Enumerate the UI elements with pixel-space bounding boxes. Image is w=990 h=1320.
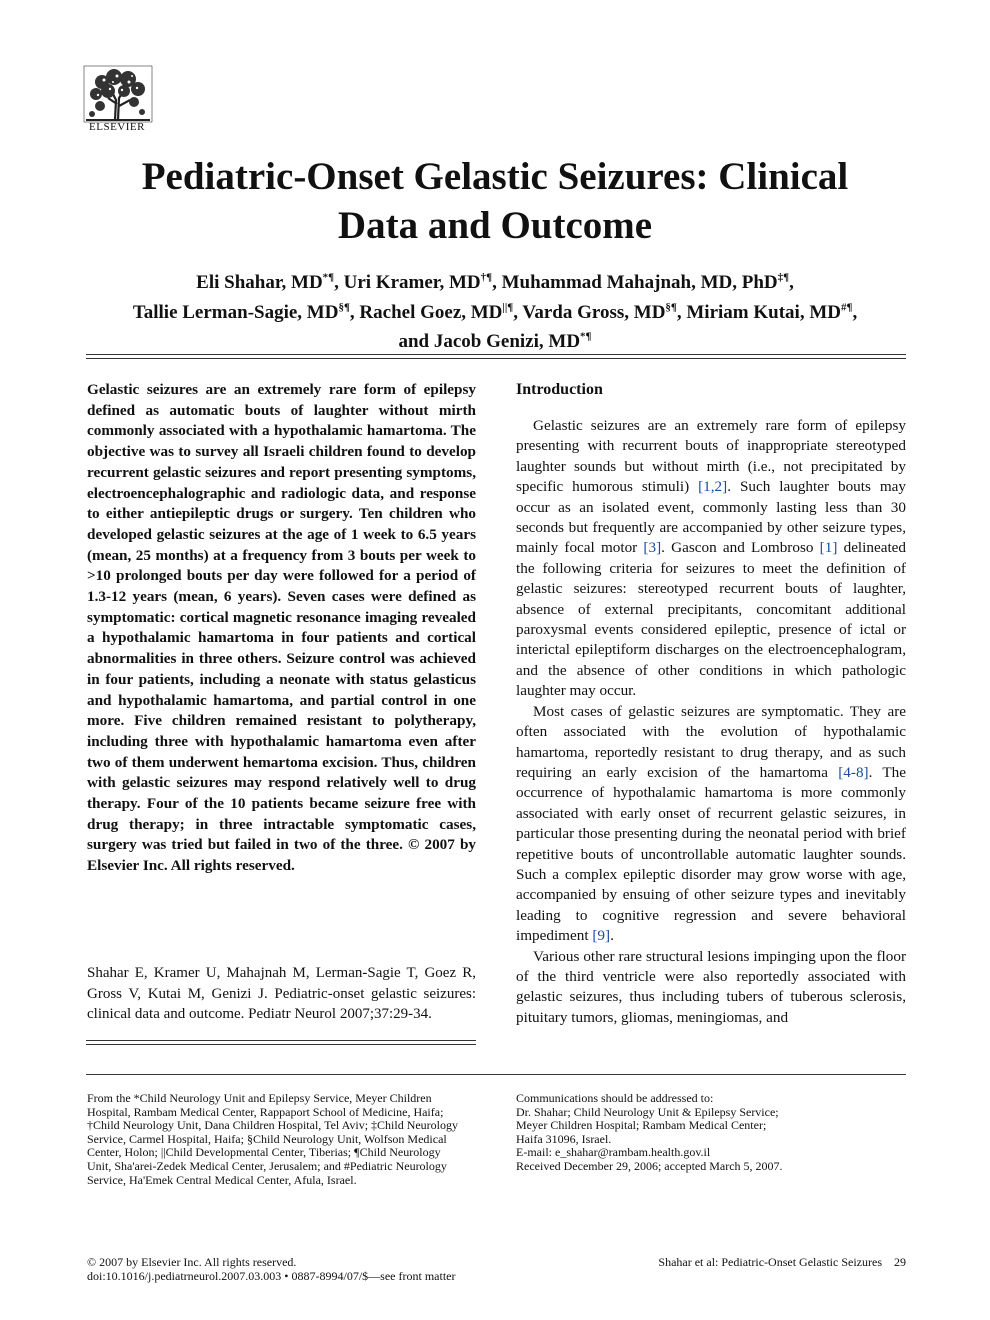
paragraph xyxy=(516,416,906,702)
paragraph-text: Various other rare structural lesions impinging upon the floor of the third ventricle were also reportedly associated with gelastic seizures, thus including tubers of tuberous sclerosis, pituitary tumors, gliomas, meningiomas, and xyxy=(516,947,906,1026)
reference-link[interactable]: [1] xyxy=(819,539,838,557)
paragraph-text: Gelastic seizures are an extremely rare form of epilepsy presenting with recurrent bouts of inappropriate stereotyped laughter sounds but without mirth (i.e., not precipitated by specific humorous stimuli) xyxy=(516,417,906,496)
publisher-logo-text: ELSEVIER xyxy=(89,121,145,133)
paragraph xyxy=(516,702,906,947)
title-line-1: Pediatric-Onset Gelastic Seizures: Clinical xyxy=(141,155,849,198)
abstract-divider xyxy=(86,1040,476,1045)
paragraph-text: . xyxy=(610,927,614,945)
reference-link[interactable]: [9] xyxy=(592,927,611,945)
page-number: 29 xyxy=(894,1255,906,1269)
author: Muhammad Mahajnah, MD, PhD‡¶, xyxy=(501,272,794,294)
author: Varda Gross, MD§¶, xyxy=(522,301,687,323)
paragraph-text: . The occurrence of hypothalamic hamartoma is more commonly associated with early onset of recurrent gelastic seizures, in particular those presenting during the neonatal period with brief repetitive bouts of uncontrollable automatic laughter sounds. Such a complex epileptic disorder may grow worse with age, accompanied by ensuing of other seizure types and inevitably leading to cognitive regression and severe behavioral impediment xyxy=(516,763,906,945)
author: Rachel Goez, MD||¶, xyxy=(359,301,523,323)
footnote-divider xyxy=(86,1074,906,1075)
author: Eli Shahar, MD*¶, xyxy=(196,272,344,294)
citation: Shahar E, Kramer U, Mahajnah M, Lerman-Sagie T, Goez R, Gross V, Kutai M, Genizi J. Pediatric-onset gelastic seizures: clinical data and outcome. Pediatr Neurol 2007;37:29-34. xyxy=(87,965,476,1022)
introduction-body xyxy=(516,416,906,1028)
paragraph-text: Most cases of gelastic seizures are symptomatic. They are often associated with the evolution of hypothalamic hamartoma, reportedly resistant to drug therapy, and as such requiring an early excision of the hamartoma xyxy=(516,702,906,781)
correspondence-footnote: Communications should be addressed to: Dr. Shahar; Child Neurology Unit & Epilepsy Service; Meyer Children Hospital; Rambam Medical Center; Haifa 31096, Israel. E-mail: e_shahar@rambam.health.gov.il Received December 29, 2006; accepted March 5, 2007. xyxy=(516,1092,906,1174)
copyright-line: © 2007 by Elsevier Inc. All rights reserved. xyxy=(87,1255,297,1269)
author: Uri Kramer, MD†¶, xyxy=(343,272,502,294)
paragraph xyxy=(516,947,906,1029)
article-title xyxy=(60,152,930,250)
doi-link[interactable]: doi:10.1016/j.pediatrneurol.2007.03.003 • 0887-8994/07/$—see front matter xyxy=(87,1269,456,1283)
paragraph-text: . Such laughter bouts may occur as an isolated event, commonly lasting less than 30 seconds but frequently are accompanied by other seizure types, mainly focal motor xyxy=(516,478,906,557)
abstract: Gelastic seizures are an extremely rare form of epilepsy defined as automatic bouts of laughter without mirth commonly associated with a hypothalamic hamartoma. The objective was to survey all Israeli children found to develop recurrent gelastic seizures and report presenting symptoms, electroencephalographic and radiologic data, and response to either antiepileptic drugs or surgery. Ten children who developed gelastic seizures at the age of 1 week to 6.5 years (mean, 25 months) at a frequency from 3 bouts per week to >10 prolonged bouts per day were followed for a period of 1.3-12 years (mean, 6 years). Seven cases were defined as symptomatic: cortical magnetic resonance imaging revealed a hypothalamic hamartoma in four patients and cortical abnormalities in three others. Seizure control was achieved in four patients, including a neonate with status gelasticus and hypothalamic hamartoma, and partial control in one more. Five children remained resistant to polytherapy, including three with hypothalamic hamartoma even after two of them underwent hemartoma excision. Thus, children with gelastic seizures may respond relatively well to drug therapy. Four of the 10 patients became seizure free with drug therapy; in three intractable symptomatic cases, surgery was tried but failed in two of the three. © 2007 by Elsevier Inc. All rights reserved. xyxy=(87,381,476,875)
email-link[interactable]: E-mail: e_shahar@rambam.health.gov.il xyxy=(516,1145,711,1160)
running-head: Shahar et al: Pediatric-Onset Gelastic Seizures 29 xyxy=(658,1255,906,1269)
header-divider xyxy=(86,354,906,359)
reference-link[interactable]: [3] xyxy=(643,539,662,557)
author: and Jacob Genizi, MD*¶ xyxy=(398,330,592,352)
paragraph-text: delineated the following criteria for seizures to meet the definition of gelastic seizures: stereotyped recurrent bouts of laughter, absence of external precipitants, concomitant additional paroxysmal events considered epileptic, presence of ictal or interictal epileptiform discharges on the electroencephalogram, and the absence of other conditions in which pathologic laughter may occur. xyxy=(516,539,906,700)
author: Tallie Lerman-Sagie, MD§¶, xyxy=(132,301,360,323)
title-line-2: Data and Outcome xyxy=(337,204,653,247)
paragraph-text: . Gascon and Lombroso xyxy=(661,539,820,557)
reference-link[interactable]: [1,2] xyxy=(698,478,728,496)
author-list xyxy=(60,266,930,354)
reference-link[interactable]: [4-8] xyxy=(838,763,869,781)
section-heading: Introduction xyxy=(516,381,603,398)
author: Miriam Kutai, MD#¶, xyxy=(686,301,858,323)
affiliations-footnote: From the *Child Neurology Unit and Epilepsy Service, Meyer Children Hospital, Rambam Medical Center, Rappaport School of Medicine, Haifa; †Child Neurology Unit, Dana Children Hospital, Tel Aviv; ‡Child Neurology Service, Carmel Hospital, Haifa; §Child Neurology Unit, Wolfson Medical Center, Holon; ||Child Developmental Center, Tiberias; ¶Child Neurology Unit, Sha'arei-Zedek Medical Center, Jerusalem; and #Pediatric Neurology Service, Ha'Emek Central Medical Center, Afula, Israel. xyxy=(87,1091,459,1187)
